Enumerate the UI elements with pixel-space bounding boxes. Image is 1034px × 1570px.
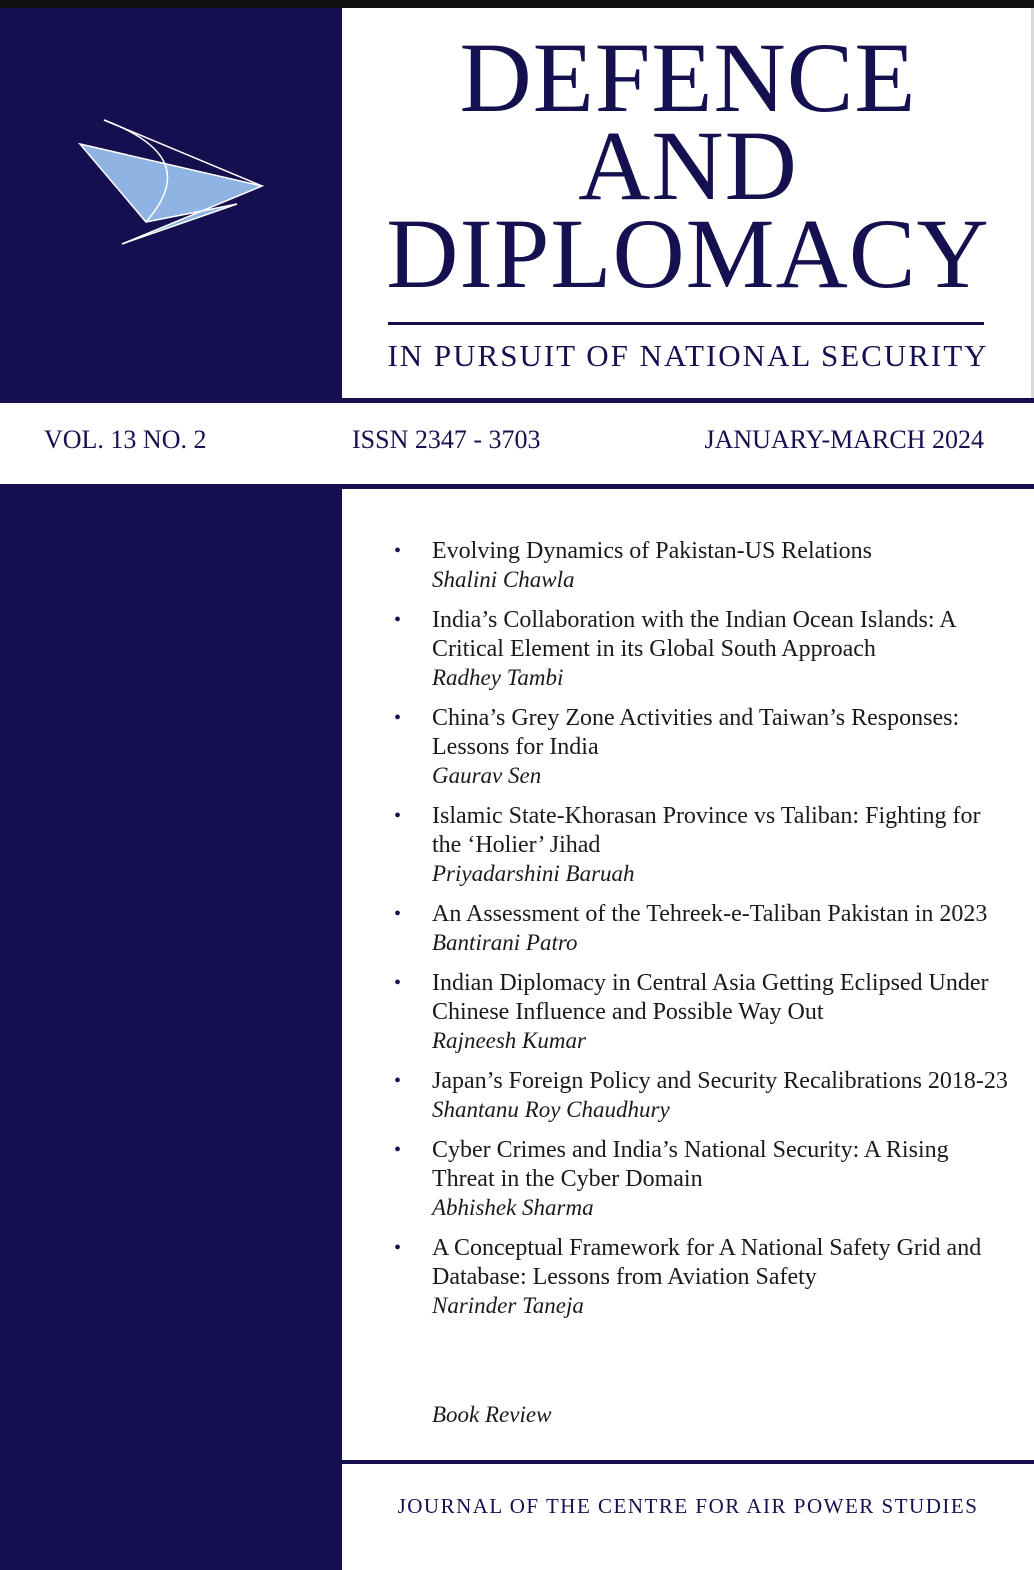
list-item [394, 802, 1014, 888]
volume-number: VOL. 13 NO. 2 [44, 425, 207, 454]
article-title: Evolving Dynamics of Pakistan-US Relations [432, 538, 872, 564]
list-item [394, 900, 1014, 957]
list-item [394, 537, 1014, 594]
article-list [394, 537, 1014, 1332]
book-review-label: Book Review [432, 1402, 552, 1427]
logo-lower-wing [80, 144, 262, 244]
article-author: Radhey Tambi [432, 665, 564, 690]
title-underline [388, 322, 984, 325]
swoosh-arrow-logo-icon [72, 112, 272, 252]
left-navy-panel-bottom [0, 487, 342, 1570]
issue-band-top-rule [0, 398, 1034, 403]
article-author: Narinder Taneja [432, 1293, 584, 1318]
bullet-icon: • [394, 1139, 402, 1161]
article-title: An Assessment of the Tehreek-e-Taliban Pakistan in 2023 [432, 901, 988, 927]
bullet-icon: • [394, 1237, 402, 1259]
title-line-2: AND [578, 110, 798, 221]
article-author: Bantirani Patro [432, 930, 578, 955]
journal-tagline: IN PURSUIT OF NATIONAL SECURITY [387, 338, 989, 373]
title-line-3: DIPLOMACY [386, 198, 990, 309]
list-item [394, 1234, 1014, 1320]
title-line-1: DEFENCE [459, 22, 917, 133]
issue-band-bottom-rule [0, 484, 1034, 489]
list-item [394, 969, 1014, 1055]
list-item [394, 1067, 1014, 1124]
issue-date: JANUARY-MARCH 2024 [704, 425, 984, 454]
bullet-icon: • [394, 707, 402, 729]
article-author: Shantanu Roy Chaudhury [432, 1097, 670, 1122]
journal-title [342, 22, 1034, 309]
bullet-icon: • [394, 540, 402, 562]
bullet-icon: • [394, 1070, 402, 1092]
bullet-icon: • [394, 972, 402, 994]
article-title: Japan’s Foreign Policy and Security Recalibrations 2018-23 [432, 1068, 1008, 1094]
article-author: Shalini Chawla [432, 567, 575, 592]
article-author: Rajneesh Kumar [432, 1028, 586, 1053]
article-title: Indian Diplomacy in Central Asia Getting Eclipsed Under Chinese Influence and Possible Way Out [432, 970, 989, 1025]
list-item [394, 606, 1014, 692]
article-author: Gaurav Sen [432, 763, 542, 788]
article-title: China’s Grey Zone Activities and Taiwan’s Responses: Lessons for India [432, 705, 960, 760]
bullet-icon: • [394, 609, 402, 631]
article-author: Abhishek Sharma [432, 1195, 594, 1220]
bullet-icon: • [394, 903, 402, 925]
top-border [0, 0, 1034, 8]
list-item [394, 704, 1014, 790]
bullet-icon: • [394, 805, 402, 827]
article-title: Cyber Crimes and India’s National Security: A Rising Threat in the Cyber Domain [432, 1137, 949, 1192]
issn-number: ISSN 2347 - 3703 [352, 425, 541, 454]
article-title: A Conceptual Framework for A National Safety Grid and Database: Lessons from Aviation Safety [432, 1235, 982, 1290]
publisher-footer: JOURNAL OF THE CENTRE FOR AIR POWER STUDIES [397, 1494, 979, 1518]
article-title: Islamic State-Khorasan Province vs Taliban: Fighting for the ‘Holier’ Jihad [432, 803, 981, 858]
list-item [394, 1136, 1014, 1222]
footer-rule [342, 1460, 1034, 1464]
article-author: Priyadarshini Baruah [432, 861, 635, 886]
article-title: India’s Collaboration with the Indian Ocean Islands: A Critical Element in its Global South Approach [432, 607, 956, 662]
